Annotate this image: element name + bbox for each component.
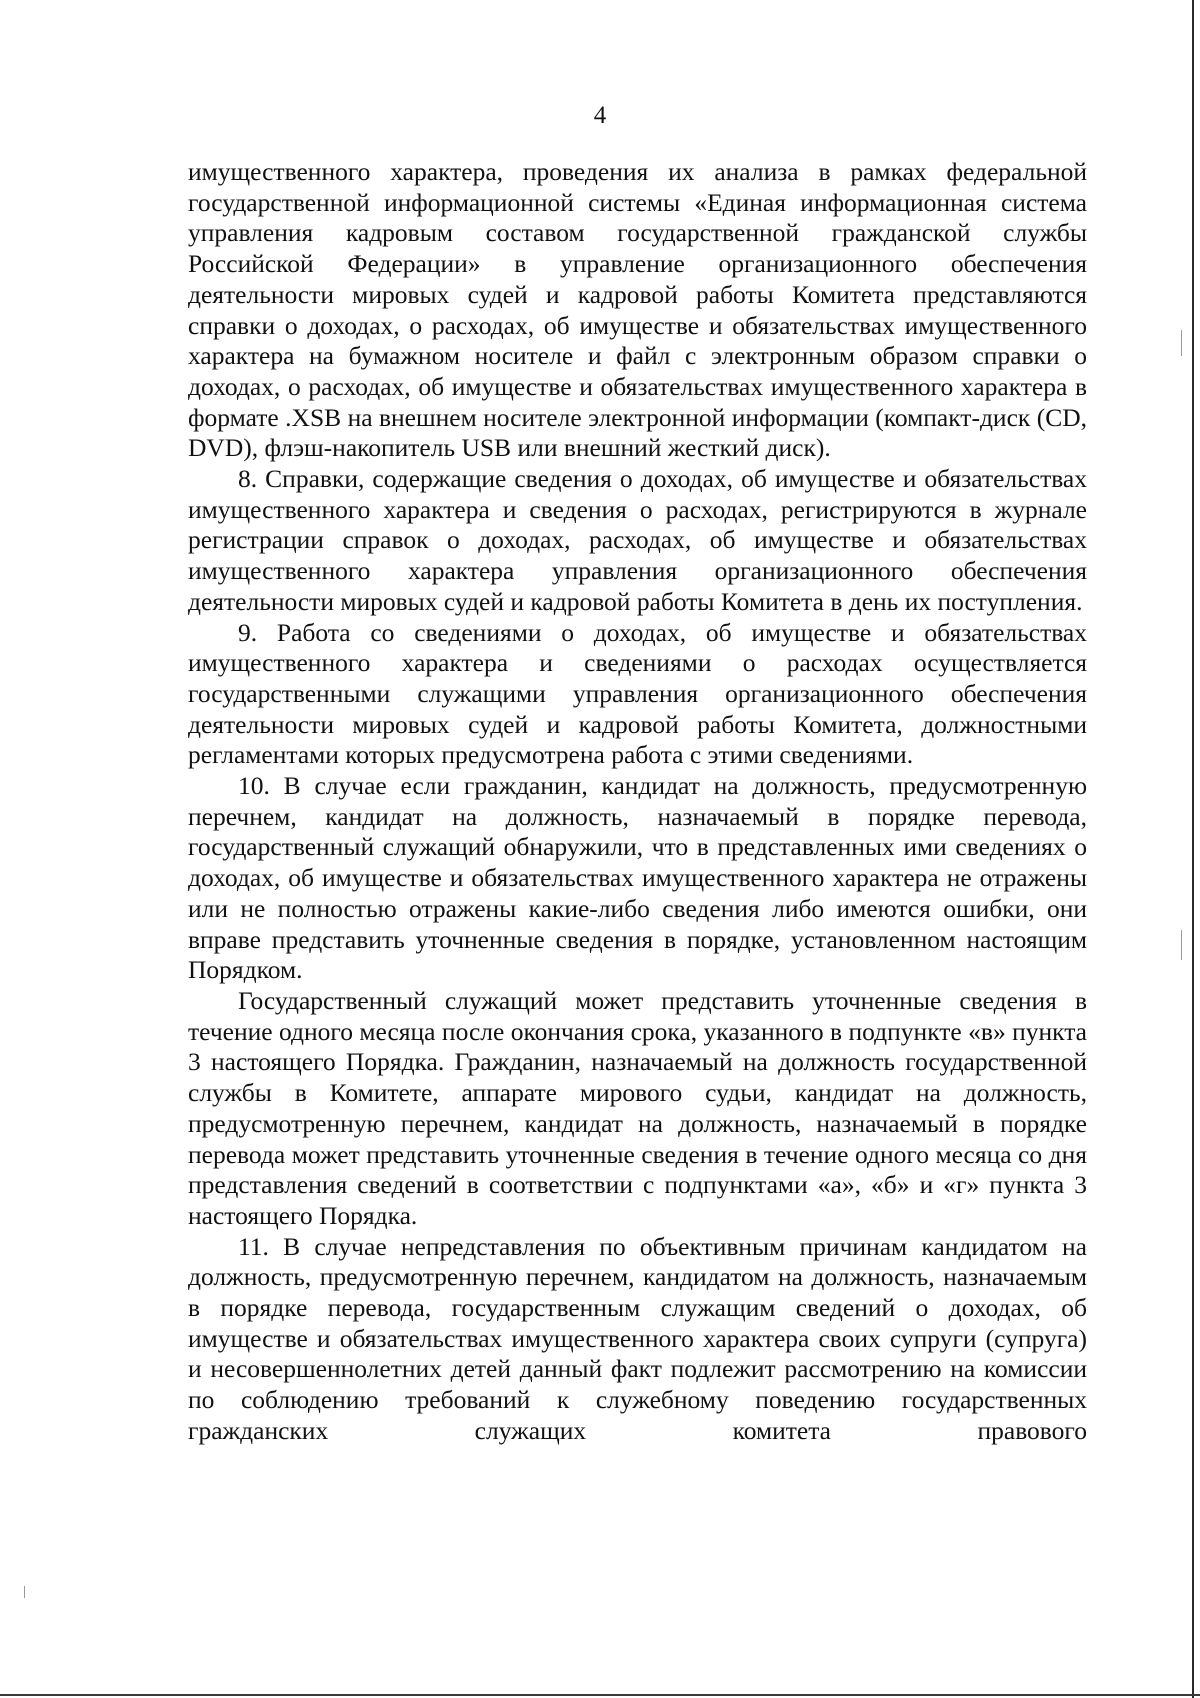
scan-mark xyxy=(1181,330,1182,356)
paragraph-continuation: имущественного характера, проведения их анализа в рамках федеральной государственной информационной системы «Единая информационная система управления кадровым составом государственной гражданской службы Российской Федерации» в управление организационного обеспечения деятельности мировых судей и кадровой работы Комитета представляются справки о доходах, о расходах, об имуществе и обязательствах имущественного характера на бумажном носителе и файл с электронным образом справки о доходах, о расходах, об имуществе и обязательствах имущественного характера в формате .XSB на внешнем носителе электронной информации (компакт-диск (CD, DVD), флэш-накопитель USB или внешний жесткий диск). xyxy=(188,157,1087,463)
paragraph-11: 11. В случае непредставления по объективным причинам кандидатом на должность, предусмотренную перечнем, кандидатом на должность, назначаемым в порядке перевода, государственным служащим сведений о доходах, об имуществе и обязательствах имущественного характера своих супруги (супруга) и несовершеннолетних детей данный факт подлежит рассмотрению на комиссии по соблюдению требований к служебному поведению государственных гражданских служащих комитета правового xyxy=(188,1231,1087,1445)
paragraph-10-continued: Государственный служащий может представить уточненные сведения в течение одного месяца после окончания срока, указанного в подпункте «в» пункта 3 настоящего Порядка. Гражданин, назначаемый на должность государственной службы в Комитете, аппарате мирового судьи, кандидат на должность, предусмотренную перечнем, кандидат на должность, назначаемый в порядке перевода может представить уточненные сведения в течение одного месяца со дня представления сведений в соответствии с подпунктами «а», «б» и «г» пункта 3 настоящего Порядка. xyxy=(188,985,1087,1230)
scan-edge-right xyxy=(1192,0,1194,1698)
paragraph-10: 10. В случае если гражданин, кандидат на должность, предусмотренную перечнем, кандидат на должность, назначаемый в порядке перевода, государственный служащий обнаружили, что в представленных ими сведениях о доходах, об имуществе и обязательствах имущественного характера не отражены или не полностью отражены какие-либо сведения либо имеются ошибки, они вправе представить уточненные сведения в порядке, установленном настоящим Порядком. xyxy=(188,771,1087,985)
page-number: 4 xyxy=(593,102,607,129)
scan-mark xyxy=(24,1586,25,1598)
paragraph-8: 8. Справки, содержащие сведения о доходах, об имуществе и обязательствах имущественного характера и сведения о расходах, регистрируются в журнале регистрации справок о доходах, расходах, об имуществе и обязательствах имущественного характера управления организационного обеспечения деятельности мировых судей и кадровой работы Комитета в день их поступления. xyxy=(188,464,1087,616)
document-body xyxy=(188,157,1087,1447)
paragraph-9: 9. Работа со сведениями о доходах, об имуществе и обязательствах имущественного характера и сведениями о расходах осуществляется государственными служащими управления организационного обеспечения деятельности мировых судей и кадровой работы Комитета, должностными регламентами которых предусмотрена работа с этими сведениями. xyxy=(188,617,1087,770)
scan-edge-bottom xyxy=(0,1694,1200,1696)
scan-mark xyxy=(1181,930,1182,960)
